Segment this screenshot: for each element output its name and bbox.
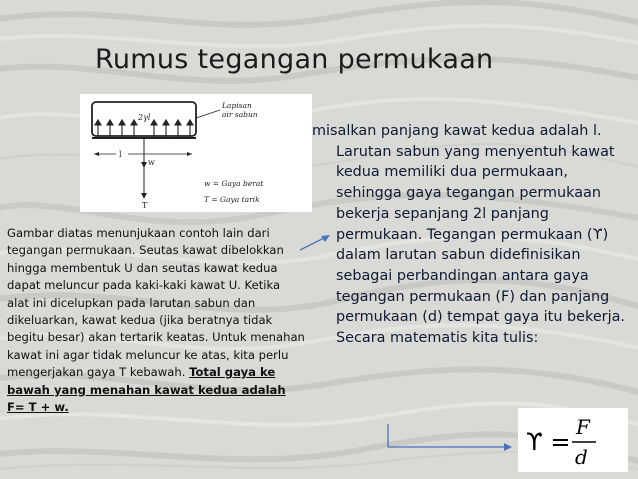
film-label-1: Lapisan <box>222 101 252 110</box>
slide-title: Rumus tegangan permukaan <box>95 44 494 75</box>
film-label-2: air sabun <box>222 110 258 119</box>
t-label: T <box>142 201 148 210</box>
formula-numerator: F <box>576 415 590 439</box>
formula-lhs: ϒ = <box>526 428 571 456</box>
w-label: w <box>148 158 155 167</box>
formula-box <box>518 408 628 472</box>
legend-t: T = Gaya tarik <box>204 195 260 204</box>
force-label: 2γl <box>138 113 151 122</box>
left-explanation <box>7 225 305 416</box>
legend-w: w = Gaya berat <box>204 179 264 188</box>
left-explanation-emphasis: Total gaya ke bawah yang menahan kawat kedua adalah F= T + w. <box>7 365 286 415</box>
formula-denominator: d <box>575 445 588 469</box>
surface-tension-formula <box>518 408 628 472</box>
left-explanation-body: Gambar diatas menunjukaan contoh lain dari tegangan permukaan. Seutas kawat dibelokkan hingga membentuk U dan seutas kawat kedua dapat meluncur pada kaki-kaki kawat U. Ketika alat ini dicelupkan pada larutan sabun dan dikeluarkan, kawat kedua (jika beratnya tidak begitu besar) akan tertarik keatas. Untuk menahan kawat ini agar tidak meluncur ke atas, kita perlu mengerjakan gaya T kebawah. <box>7 226 305 380</box>
right-explanation: misalkan panjang kawat kedua adalah l. Larutan sabun yang menyentuh kawat kedua memiliki dua permukaan, sehingga gaya tegangan permukaan bekerja sepanjang 2l panjang permukaan. Tegangan permukaan (ϒ) dalam larutan sabun didefinisikan sebagai perbandingan antara gaya tegangan permukaan (F) dan panjang permukaan (d) tempat gaya itu bekerja. Secara matematis kita tulis: <box>312 123 625 347</box>
u-wire-diagram <box>80 94 312 212</box>
length-label: l <box>119 150 122 159</box>
